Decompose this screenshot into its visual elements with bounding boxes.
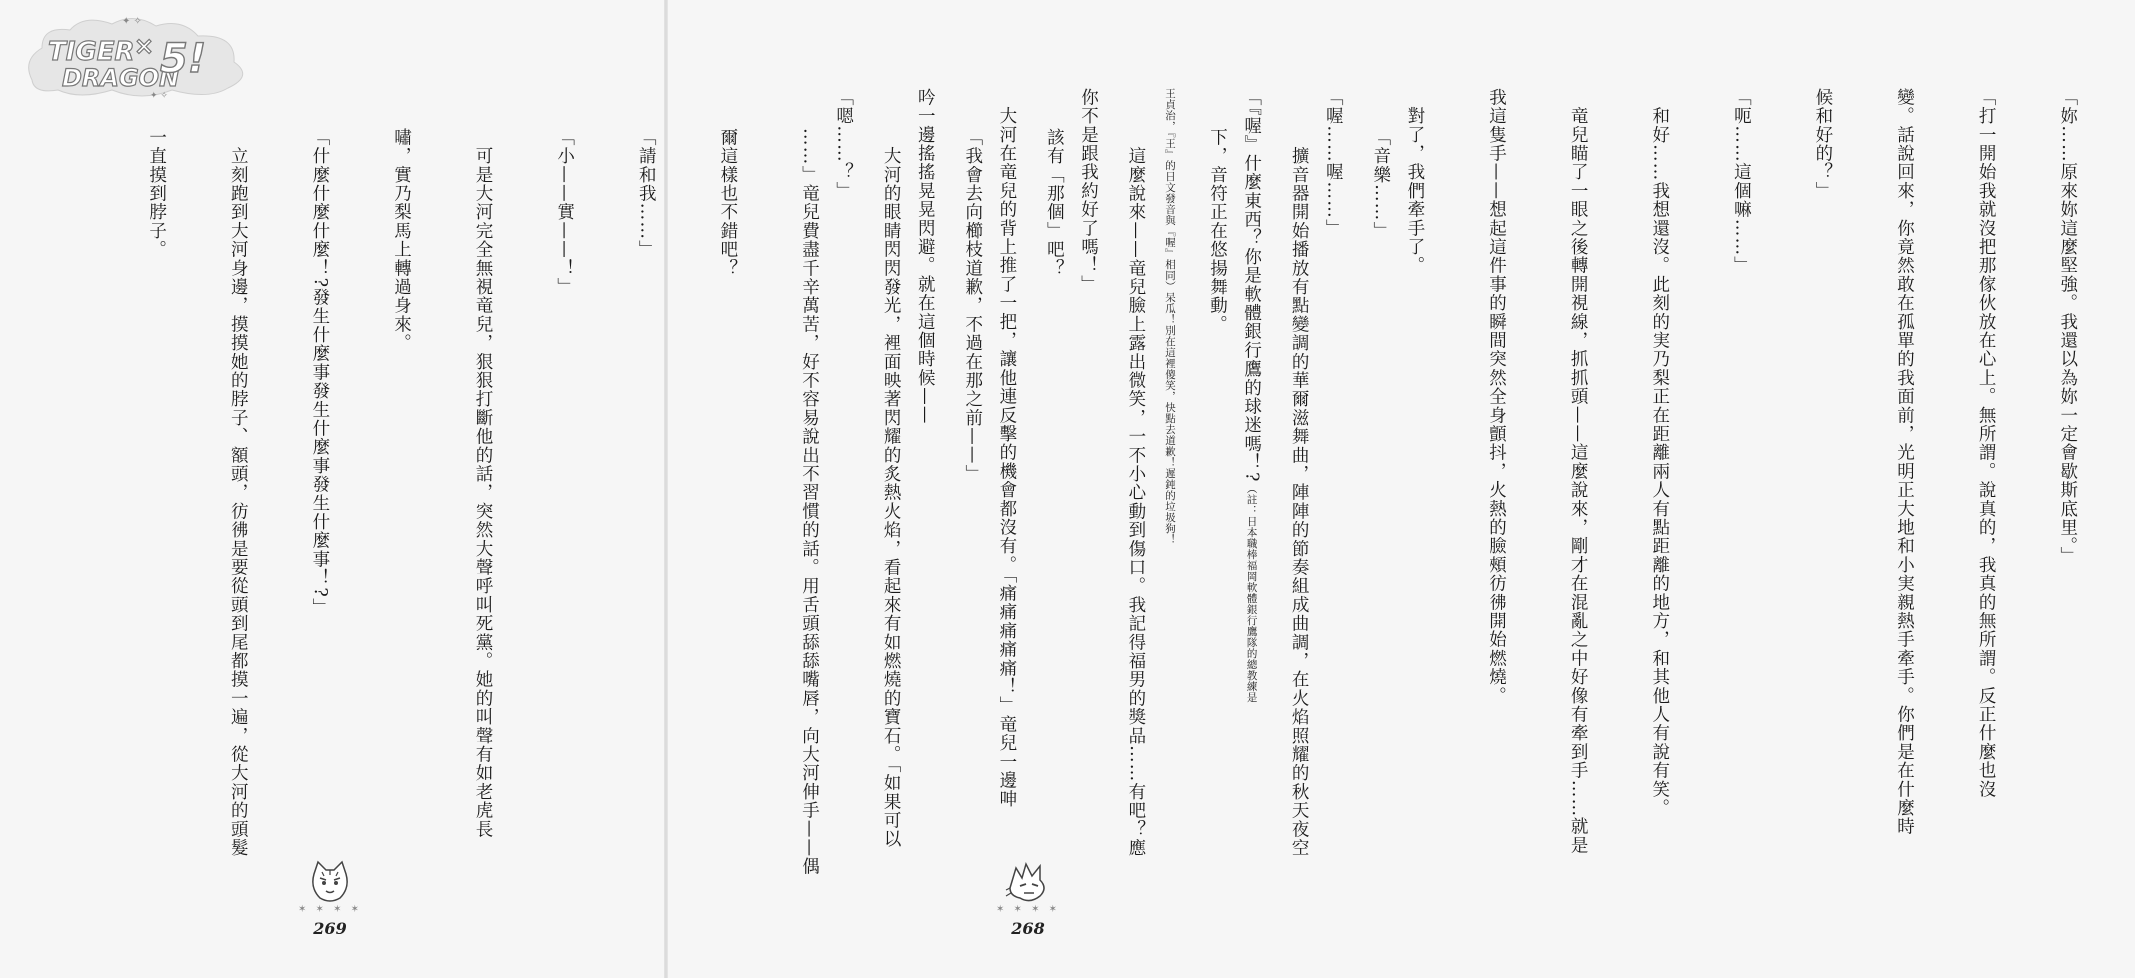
right-folio <box>968 858 1088 968</box>
text-line: 一直摸到脖子。 <box>146 128 167 259</box>
text-line: 這麼說來——竜兒臉上露出微笑，一不小心動到傷口。我記得福男的獎品……有吧？應 <box>1125 128 1146 858</box>
left-folio <box>270 858 390 968</box>
svg-text:✦ ✧: ✦ ✧ <box>122 16 142 27</box>
text-line: 「我會去向櫛枝道歉，不過在那之前——」 <box>962 128 983 484</box>
text-line: 和好……我想還沒。此刻的実乃梨正在距離兩人有點距離的地方，和其他人有說有笑。 <box>1649 88 1670 818</box>
text-line: 變。話說回來，你竟然敢在孤單的我面前，光明正大地和小実親熱手牽手。你們是在什麼時 <box>1894 88 1915 836</box>
text-line: 「請和我……」 <box>636 128 657 259</box>
text-line: 「音樂……」 <box>1370 128 1391 241</box>
text-line: 嘯，實乃梨馬上轉過身來。 <box>391 128 412 353</box>
text-line-main: 「『喔』什麼東西？你是軟體銀行鷹的球迷嗎！? <box>1241 88 1262 483</box>
text-line: 立刻跑到大河身邊，摸摸她的脖子、額頭，彷彿是要從頭到尾都摸一遍，從大河的頭髮 <box>228 128 249 858</box>
text-line: 你不是跟我約好了嗎！」 <box>1078 88 1099 294</box>
series-logo <box>22 10 262 100</box>
text-line: ……」竜兒費盡千辛萬苦，好不容易說出不習慣的話。用舌頭舔舔嘴唇，向大河伸手——偶 <box>799 128 820 876</box>
text-line <box>1237 88 1264 848</box>
text-line: 下，音符正在悠揚舞動。 <box>1207 128 1228 334</box>
text-line: 「呃……這個嘛……」 <box>1731 88 1752 275</box>
text-line: 吟一邊搖搖晃晃閃避。就在這個時候—— <box>915 88 936 425</box>
right-page-body <box>775 88 2135 855</box>
text-line: 「什麼什麼什麼！?發生什麼事發生什麼事發生什麼事！?」 <box>309 128 330 617</box>
translator-note-line: 王貞治，『王』的日文發音與『喔』相同）呆瓜！別在這裡傻笑，快點去道歉！遲鈍的垃圾狗！ <box>1164 88 1177 545</box>
text-line: 「嗯……？」 <box>833 88 854 201</box>
text-line: 「打一開始我就沒把那傢伙放在心上。無所謂。說真的，我真的無所謂。反正什麼也沒 <box>1976 88 1997 799</box>
text-line: 大河的眼睛閃閃發光，裡面映著閃耀的炙熱火焰，看起來有如燃燒的寶石。「如果可以 <box>881 128 902 849</box>
decorative-stars: ✶ ✶ ✶ ✶ <box>995 904 1061 915</box>
text-line: 該有「那個」吧？ <box>1044 128 1065 278</box>
text-line: 「喔……喔……」 <box>1323 88 1344 238</box>
svg-text:×: × <box>134 32 155 60</box>
translator-note: （註：日本職棒福岡軟體銀行鷹隊的總教練是 <box>1245 482 1258 703</box>
decorative-stars: ✶ ✶ ✶ ✶ <box>297 904 363 915</box>
text-line: 竜兒瞄了一眼之後轉開視線，抓抓頭——這麼說來，剛才在混亂之中好像有牽到手……就是 <box>1568 88 1589 855</box>
text-line: 擴音器開始播放有點變調的華爾滋舞曲，陣陣的節奏組成曲調，在火焰照耀的秋天夜空 <box>1289 128 1310 858</box>
dragon-mascot-icon <box>1004 858 1052 906</box>
svg-text:DRAGON: DRAGON <box>62 64 180 92</box>
page-number: 269 <box>313 919 347 938</box>
text-line: 爾這樣也不錯吧？ <box>717 128 738 278</box>
page-number: 268 <box>1011 919 1045 938</box>
text-line: 我這隻手——想起這件事的瞬間突然全身顫抖，火熱的臉頰彷彿開始燃燒。 <box>1486 88 1507 706</box>
logo-artwork <box>22 10 262 100</box>
text-line: 候和好的？」 <box>1812 88 1833 201</box>
text-line: 「妳……原來妳這麼堅強。我還以為妳一定會歇斯底里。」 <box>2057 88 2078 566</box>
text-line: 對了，我們牽手了。 <box>1404 88 1425 275</box>
svg-text:TIGER: TIGER <box>48 37 135 67</box>
svg-text:5!: 5! <box>160 36 207 82</box>
svg-text:✦ ✧: ✦ ✧ <box>150 91 168 101</box>
text-line: 大河在竜兒的背上推了一把，讓他連反擊的機會都沒有。「痛痛痛痛痛！」竜兒一邊呻 <box>996 88 1017 809</box>
cat-mascot-icon <box>306 858 354 906</box>
text-line: 可是大河完全無視竜兒，狠狠打斷他的話，突然大聲呼叫死黨。她的叫聲有如老虎長 <box>473 128 494 839</box>
text-line: 「小——實——！」 <box>554 128 575 297</box>
